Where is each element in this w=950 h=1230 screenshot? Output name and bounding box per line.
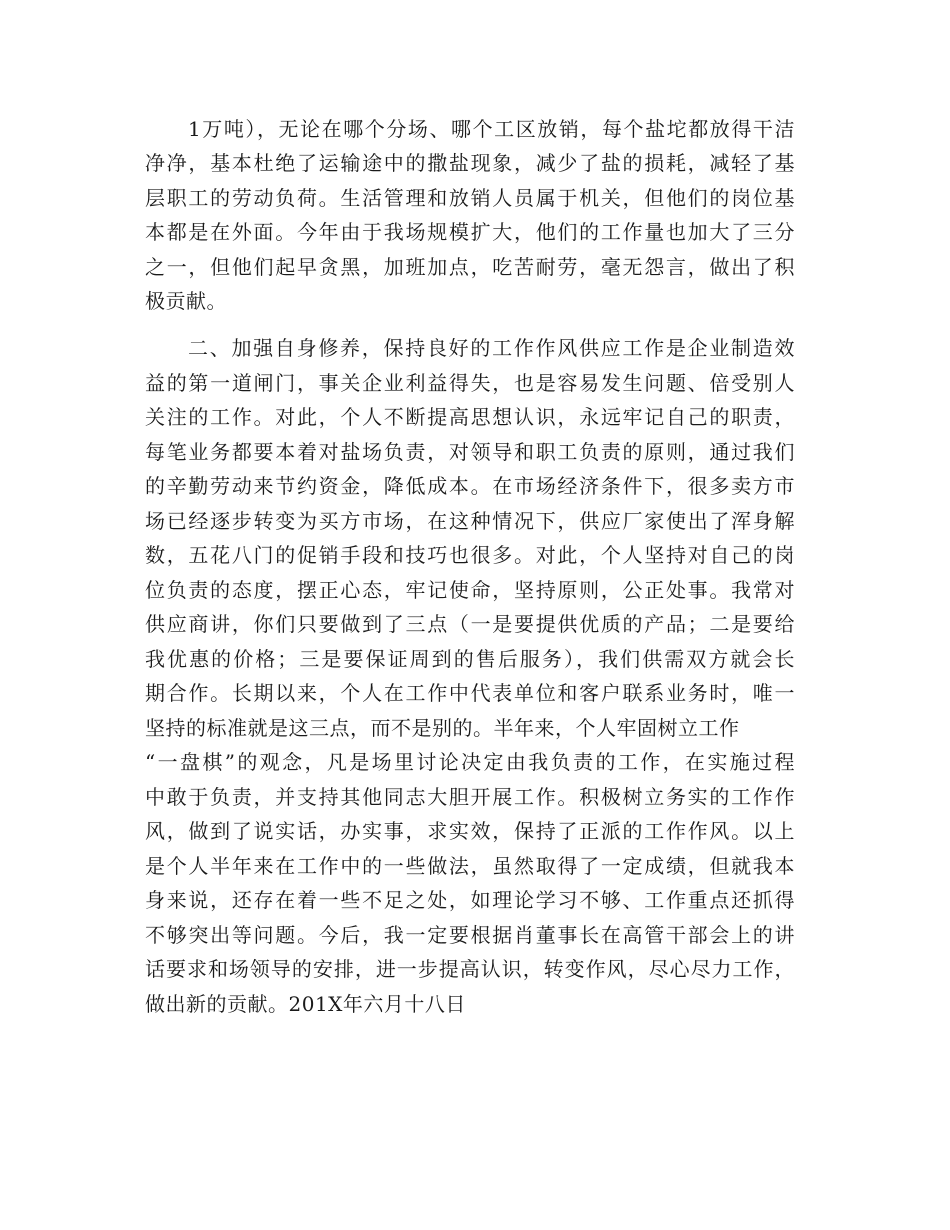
text-line: 的辛勤劳动来节约资金，降低成本。在市场经济条件下，很多卖方市	[145, 474, 795, 498]
text-line: 本都是在外面。今年由于我场规模扩大，他们的工作量也加大了三分	[145, 220, 795, 244]
text-line: 做出新的贡献。201X年六月十八日	[145, 992, 466, 1016]
text-line: 场已经逐步转变为买方市场，在这种情况下，供应厂家使出了浑身解	[145, 509, 795, 533]
text-line: 位负责的态度，摆正心态，牢记使命，坚持原则，公正处事。我常对	[145, 578, 795, 602]
text-line: 中敢于负责，并支持其他同志大胆开展工作。积极树立务实的工作作	[145, 785, 795, 809]
text-line: “一盘棋”的观念，凡是场里讨论决定由我负责的工作，在实施过程	[145, 750, 795, 774]
text-line: 身来说，还存在着一些不足之处，如理论学习不够、工作重点还抓得	[145, 888, 795, 912]
text-line: 净净，基本杜绝了运输途中的撒盐现象，减少了盐的损耗，减轻了基	[145, 151, 795, 175]
text-line: 风，做到了说实话，办实事，求实效，保持了正派的工作作风。以上	[145, 819, 795, 843]
text-line: 每笔业务都要本着对盐场负责，对领导和职工负责的原则，通过我们	[145, 440, 795, 464]
text-line: 供应商讲，你们只要做到了三点（一是要提供优质的产品；二是要给	[145, 612, 795, 636]
text-line: 之一，但他们起早贪黑，加班加点，吃苦耐劳，毫无怨言，做出了积	[145, 255, 795, 279]
text-line: 层职工的劳动负荷。生活管理和放销人员属于机关，但他们的岗位基	[145, 186, 795, 210]
text-line: 是个人半年来在工作中的一些做法，虽然取得了一定成绩，但就我本	[145, 854, 795, 878]
text-line: 极贡献。	[145, 289, 227, 313]
text-line: 坚持的标准就是这三点，而不是别的。半年来，个人牢固树立工作	[145, 716, 740, 740]
text-line: 不够突出等问题。今后，我一定要根据肖董事长在高管干部会上的讲	[145, 923, 795, 947]
text-line: 期合作。长期以来，个人在工作中代表单位和客户联系业务时，唯一	[145, 681, 795, 705]
text-line: 1万吨），无论在哪个分场、哪个工区放销，每个盐坨都放得干洁	[188, 117, 795, 141]
text-line: 我优惠的价格；三是要保证周到的售后服务），我们供需双方就会长	[145, 647, 795, 671]
text-line: 数，五花八门的促销手段和技巧也很多。对此，个人坚持对自己的岗	[145, 543, 795, 567]
text-line: 益的第一道闸门，事关企业利益得失，也是容易发生问题、倍受别人	[145, 371, 795, 395]
text-line: 二、加强自身修养，保持良好的工作作风供应工作是企业制造效	[188, 336, 795, 360]
text-line: 关注的工作。对此，个人不断提高思想认识，永远牢记自己的职责，	[145, 405, 795, 429]
text-line: 话要求和场领导的安排，进一步提高认识，转变作风，尽心尽力工作，	[145, 957, 795, 981]
